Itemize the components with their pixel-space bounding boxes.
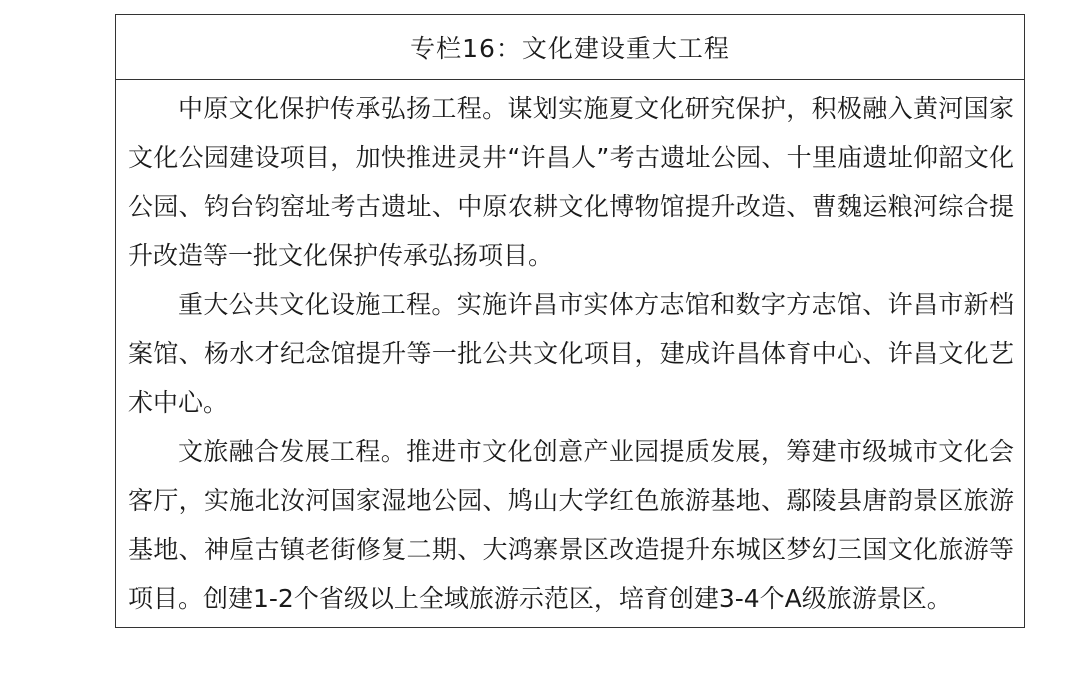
paragraph-heritage-project: 中原文化保护传承弘扬工程。谋划实施夏文化研究保护，积极融入黄河国家文化公园建设项目，加快推进灵井“许昌人”考古遗址公园、十里庙遗址仰韶文化公园、钧台钧窑址考古遗址、中原农耕文化博物馆提升改造、曹魏运粮河综合提升改造等一批文化保护传承弘扬项目。 [128,94,1014,270]
column-title: 专栏16：文化建设重大工程 [116,15,1024,80]
paragraph-public-facilities-project: 重大公共文化设施工程。实施许昌市实体方志馆和数字方志馆、许昌市新档案馆、杨水才纪念馆提升等一批公共文化项目，建成许昌体育中心、许昌文化艺术中心。 [128,290,1014,417]
column-body [116,80,1024,623]
paragraph-culture-tourism-project: 文旅融合发展工程。推进市文化创意产业园提质发展，筹建市级城市文化会客厅，实施北汝河国家湿地公园、鸠山大学红色旅游基地、鄢陵县唐韵景区旅游基地、神垕古镇老街修复二期、大鸿寨景区改造提升东城区梦幻三国文化旅游等项目。创建1-2个省级以上全域旅游示范区，培育创建3-4个A级旅游景区。 [128,437,1014,613]
column-box [115,14,1025,628]
